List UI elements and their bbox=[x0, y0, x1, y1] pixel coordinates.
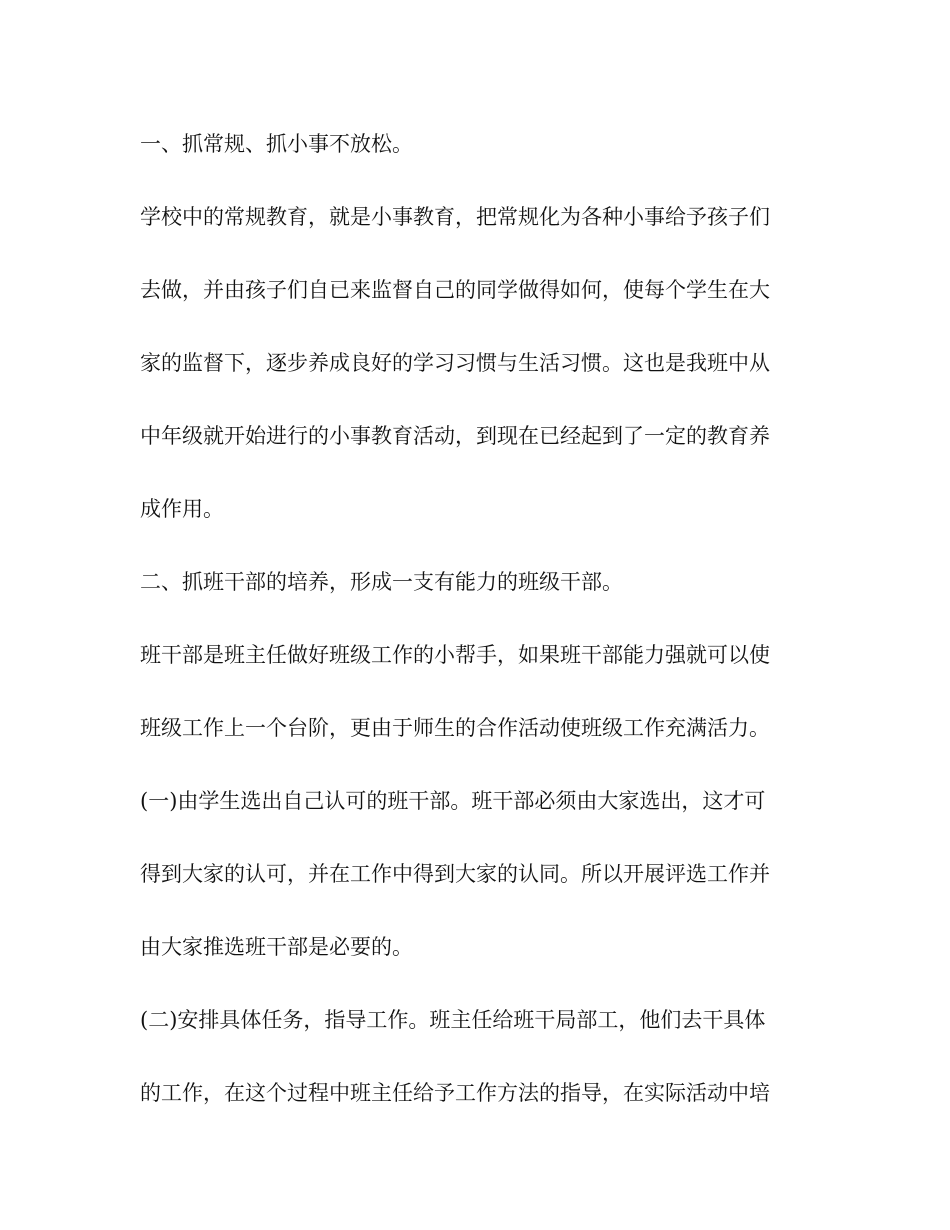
document-body bbox=[140, 124, 800, 1146]
heading-2: 二、抓班干部的培养，形成一支有能力的班级干部。 bbox=[140, 570, 623, 594]
text-line: 班级工作上一个台阶，更由于师生的合作活动使班级工作充满活力。 bbox=[140, 716, 770, 740]
heading-1: 一、抓常规、抓小事不放松。 bbox=[140, 132, 413, 156]
text-line: 中年级就开始进行的小事教育活动，到现在已经起到了一定的教育养 bbox=[140, 424, 770, 448]
text-line: 得到大家的认可，并在工作中得到大家的认同。所以开展评选工作并 bbox=[140, 862, 770, 886]
text-line: 由大家推选班干部是必要的。 bbox=[140, 935, 413, 959]
text-line: 班干部是班主任做好班级工作的小帮手，如果班干部能力强就可以使 bbox=[140, 643, 770, 667]
text-line: 的工作，在这个过程中班主任给予工作方法的指导，在实际活动中培 bbox=[140, 1081, 770, 1105]
text-line: (一)由学生选出自己认可的班干部。班干部必须由大家选出，这才可 bbox=[140, 789, 766, 813]
text-line: 家的监督下，逐步养成良好的学习习惯与生活习惯。这也是我班中从 bbox=[140, 351, 770, 375]
text-line: 成作用。 bbox=[140, 497, 224, 521]
text-line: (二)安排具体任务，指导工作。班主任给班干局部工，他们去干具体 bbox=[140, 1008, 766, 1032]
text-line: 学校中的常规教育，就是小事教育，把常规化为各种小事给予孩子们 bbox=[140, 205, 770, 229]
text-line: 去做，并由孩子们自已来监督自己的同学做得如何，使每个学生在大 bbox=[140, 278, 770, 302]
